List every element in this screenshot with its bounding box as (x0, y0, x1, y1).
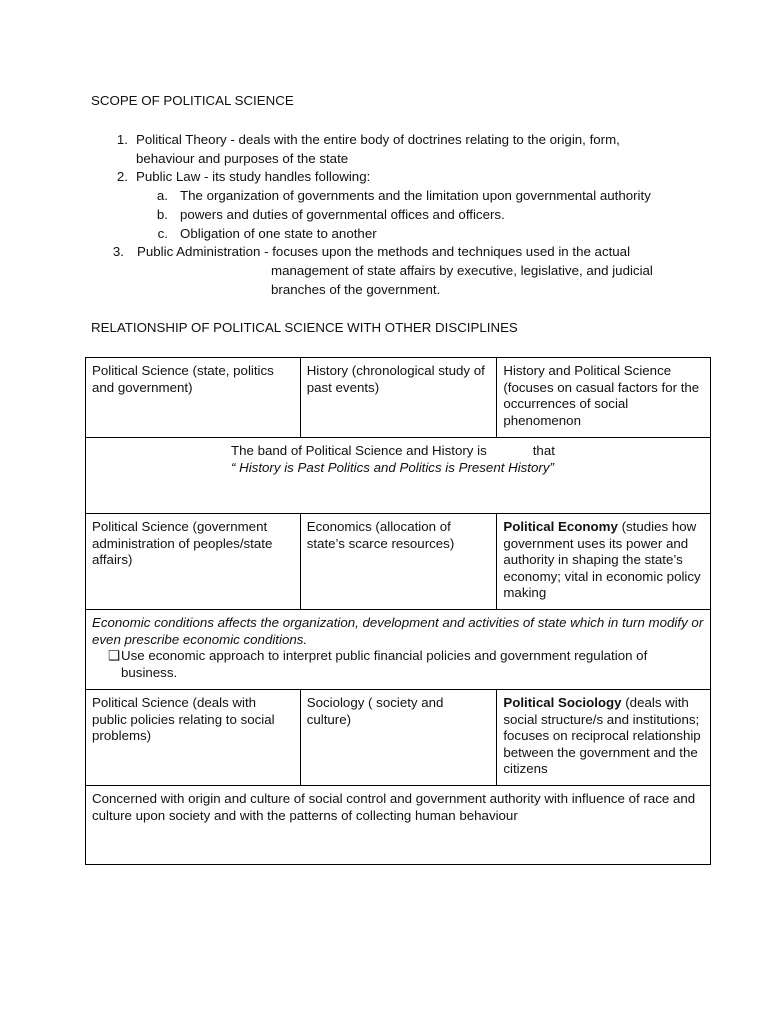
band-text: The band of Political Science and History is (231, 443, 487, 458)
table-cell: Political Science (government administration of peoples/state affairs) (86, 514, 301, 610)
section-heading: RELATIONSHIP OF POLITICAL SCIENCE WITH OTHER DISCIPLINES (91, 320, 518, 335)
band-text-end: that (532, 443, 555, 458)
term-description: (studies how government uses its power and authority in shaping the state’s economy; vital in economic policy making (503, 519, 701, 601)
table-cell: Sociology ( society and culture) (300, 690, 497, 786)
list-item-text: branches of the government. (271, 282, 441, 297)
sublist-text: Obligation of one state to another (180, 226, 377, 241)
term-bold: Political Economy (503, 519, 618, 534)
table-cell: Economics (allocation of state’s scarce resources) (300, 514, 497, 610)
term-bold: Political Sociology (503, 695, 622, 710)
list-item-text: Political Theory - deals with the entire body of doctrines relating to the origin, form, (136, 132, 620, 147)
page-title: SCOPE OF POLITICAL SCIENCE (91, 93, 294, 108)
sublist-text: The organization of governments and the limitation upon governmental authority (180, 188, 651, 203)
list-number: 3. (112, 244, 124, 259)
table-cell: Political Science (deals with public policies relating to social problems) (86, 690, 301, 786)
list-item-text: Public Law - its study handles following: (136, 169, 371, 184)
sublist-letter: a. (156, 188, 168, 203)
quote-text: “ History is Past Politics and Politics is Present History” (231, 459, 554, 475)
table-row (86, 514, 711, 610)
table-cell: Concerned with origin and culture of social control and government authority with influence of race and culture upon society and with the patterns of collecting human behaviour (86, 786, 711, 865)
list-item-text: behaviour and purposes of the state (136, 151, 349, 166)
relationship-table (85, 357, 711, 865)
italic-note: Economic conditions affects the organization, development and activities of state which in turn modify or even prescribe economic conditions. (92, 615, 704, 647)
table-cell: History and Political Science (focuses on casual factors for the occurrences of social phenomenon (497, 358, 711, 438)
table-cell (497, 514, 711, 610)
list-number: 2. (116, 169, 128, 184)
bullet-text: Use economic approach to interpret public financial policies and government regulation of (121, 648, 648, 664)
term-description: (deals with social structure/s and institutions; focuses on reciprocal relationship between the government and the citizens (503, 695, 701, 777)
table-row (86, 786, 711, 865)
table-row (86, 610, 711, 690)
table-cell (86, 438, 711, 514)
table-row (86, 438, 711, 514)
checkbox-bullet-icon: ❑ (108, 648, 120, 664)
sublist-letter: c. (157, 226, 168, 241)
list-number: 1. (116, 132, 128, 147)
list-item-text: management of state affairs by executive, legislative, and judicial (271, 263, 653, 278)
table-cell: Political Science (state, politics and government) (86, 358, 301, 438)
table-cell (86, 610, 711, 690)
sublist-text: powers and duties of governmental offices and officers. (180, 207, 505, 222)
list-item-text: Public Administration - focuses upon the methods and techniques used in the actual (137, 244, 631, 259)
table-cell (497, 690, 711, 786)
table-cell: History (chronological study of past events) (300, 358, 497, 438)
bullet-text-cont: business. (121, 664, 178, 680)
sublist-letter: b. (156, 207, 168, 222)
table-row (86, 358, 711, 438)
table-row (86, 690, 711, 786)
